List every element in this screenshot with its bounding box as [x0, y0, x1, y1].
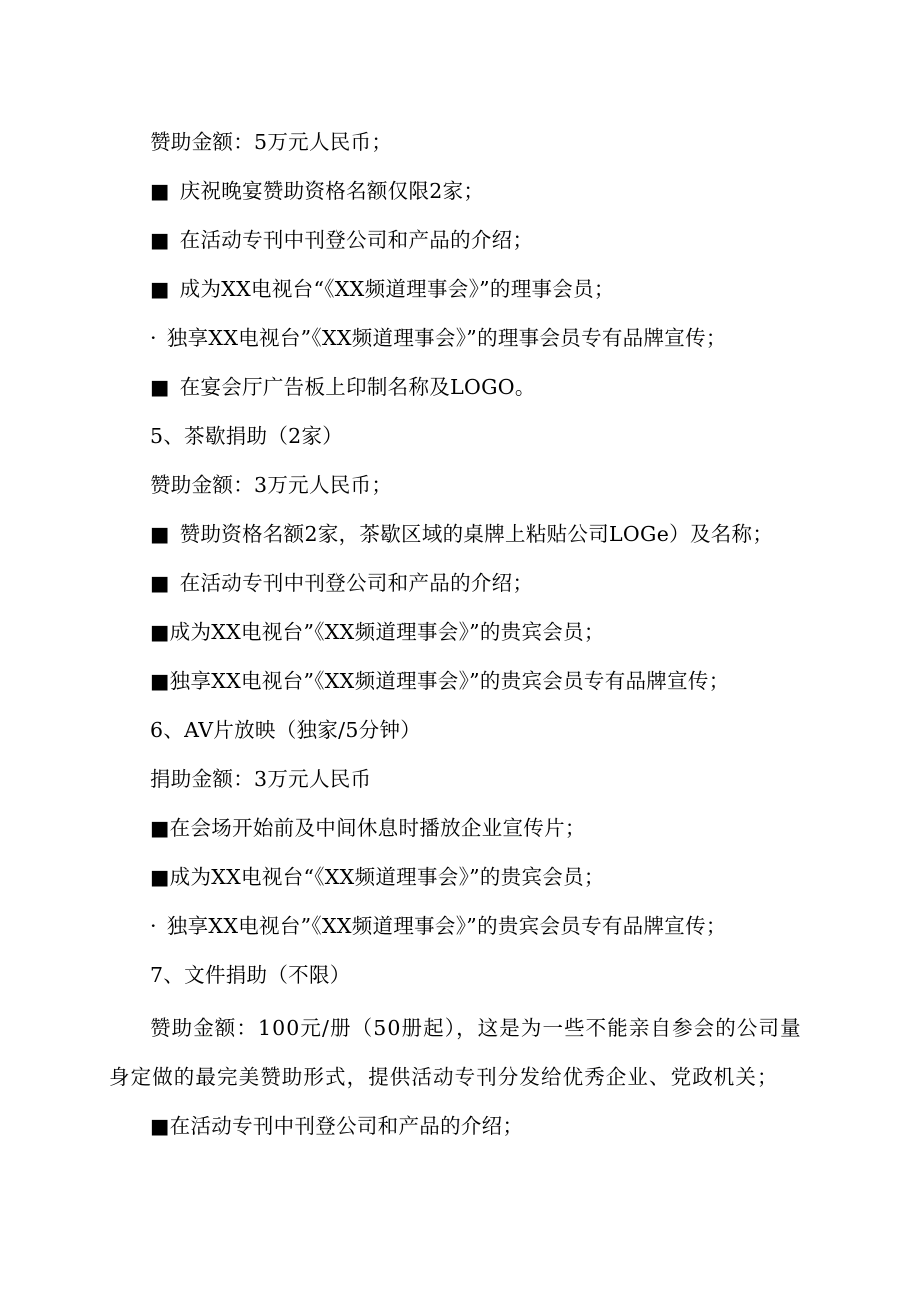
text-line: 赞助金额：3万元人民币； [150, 473, 393, 497]
text-line: 赞助金额：5万元人民币； [150, 130, 393, 154]
text-line-continuation: 身定做的最完美赞助形式，提供活动专刊分发给优秀企业、党政机关； [109, 1065, 779, 1089]
square-bullet-icon: ■ [150, 669, 170, 693]
square-bullet-icon: ■ [150, 179, 170, 203]
bullet-item: ■在会场开始前及中间休息时播放企业宣传片； [150, 816, 586, 840]
square-bullet-icon: ■ [150, 816, 170, 840]
section-heading: 6、AV片放映（独家/5分钟） [150, 718, 422, 742]
section-heading: 7、文件捐助（不限） [150, 963, 351, 987]
bullet-item: ■ 成为XX电视台“《XX频道理事会》”的理事会员； [150, 277, 615, 301]
bullet-item: ■ 庆祝晚宴赞助资格名额仅限2家； [150, 179, 485, 203]
text-line: 赞助金额：100元/册（50册起），这是为一些不能亲自参会的公司量 [150, 1016, 802, 1040]
bullet-item: ■独享XX电视台”《XX频道理事会》”的贵宾会员专有品牌宣传； [150, 669, 730, 693]
bullet-item: ■成为XX电视台“《XX频道理事会》”的贵宾会员； [150, 865, 605, 889]
bullet-item: ■在活动专刊中刊登公司和产品的介绍； [150, 1114, 524, 1138]
square-bullet-icon: ■ [150, 277, 170, 301]
square-bullet-icon: ■ [150, 620, 170, 644]
square-bullet-icon: ■ [150, 571, 170, 595]
bullet-item: · 独享XX电视台”《XX频道理事会》”的贵宾会员专有品牌宣传； [150, 914, 727, 938]
text-line: 捐助金额：3万元人民币 [150, 767, 372, 791]
square-bullet-icon: ■ [150, 228, 170, 252]
square-bullet-icon: ■ [150, 522, 170, 546]
square-bullet-icon: ■ [150, 375, 170, 399]
bullet-item: ■成为XX电视台”《XX频道理事会》”的贵宾会员； [150, 620, 605, 644]
bullet-item: ■ 赞助资格名额2家，茶歇区域的桌牌上粘贴公司LOGe）及名称； [150, 522, 774, 546]
bullet-item: · 独享XX电视台”《XX频道理事会》”的理事会员专有品牌宣传； [150, 326, 727, 350]
section-heading: 5、茶歇捐助（2家） [150, 424, 344, 448]
square-bullet-icon: ■ [150, 865, 170, 889]
bullet-item: ■ 在活动专刊中刊登公司和产品的介绍； [150, 571, 534, 595]
dot-bullet-icon: · [150, 914, 157, 938]
bullet-item: ■ 在活动专刊中刊登公司和产品的介绍； [150, 228, 534, 252]
dot-bullet-icon: · [150, 326, 157, 350]
square-bullet-icon: ■ [150, 1114, 170, 1138]
bullet-item: ■ 在宴会厅广告板上印制名称及LOGO。 [150, 375, 536, 399]
